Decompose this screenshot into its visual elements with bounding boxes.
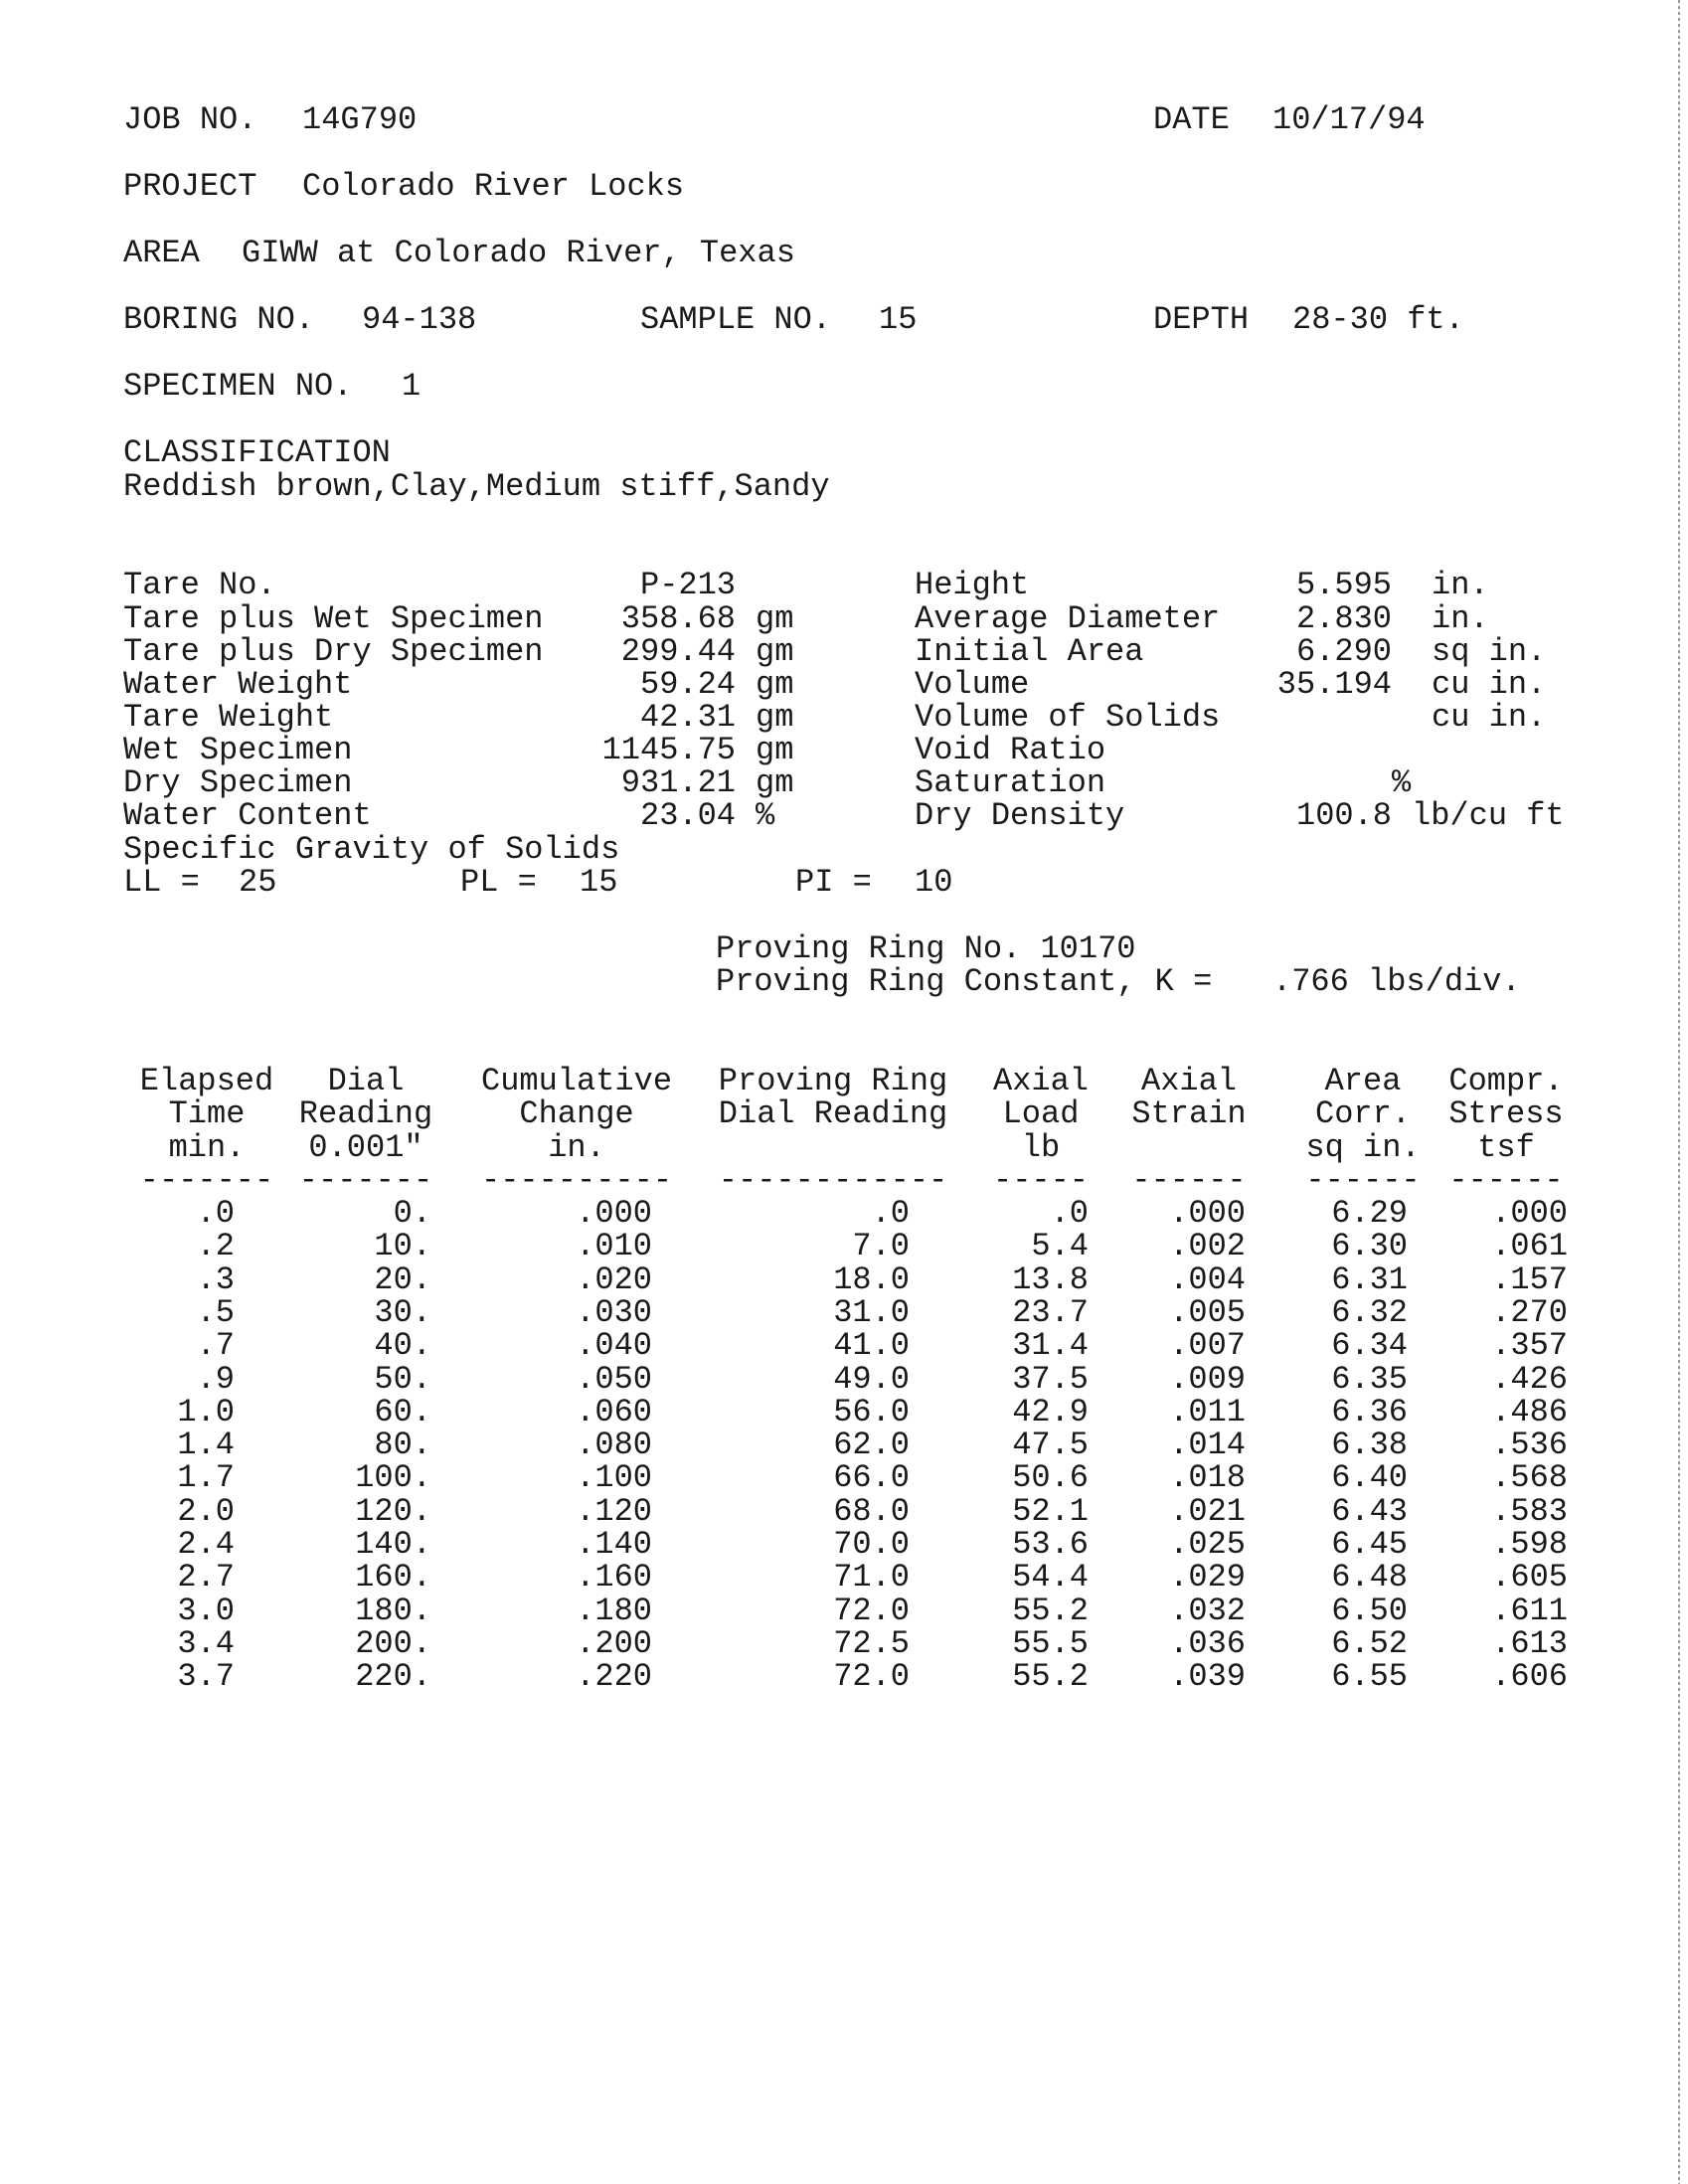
proving-ring-reading-cell: 62.0 xyxy=(833,1427,910,1464)
column-header-compressive-stress: Compr. xyxy=(1448,1063,1564,1099)
column-header-axial-strain: Strain xyxy=(1131,1095,1247,1133)
proving-ring-reading-cell: 18.0 xyxy=(833,1260,910,1298)
dial-reading-cell: 40. xyxy=(374,1327,431,1365)
property-label: Volume xyxy=(915,666,1030,703)
property-label: Dry Specimen xyxy=(123,764,353,801)
cumulative-change-cell: .100 xyxy=(576,1459,652,1497)
axial-strain-cell: .014 xyxy=(1169,1427,1246,1464)
elapsed-time-cell: .7 xyxy=(196,1327,235,1365)
elapsed-time-cell: 1.4 xyxy=(177,1427,235,1464)
column-separator: ----- xyxy=(992,1162,1089,1199)
dial-reading-cell: 100. xyxy=(355,1459,431,1497)
sample-number-value: 15 xyxy=(879,301,918,338)
property-label: Tare No. xyxy=(123,567,276,603)
compressive-stress-cell: .536 xyxy=(1491,1427,1568,1464)
property-value: P-213 xyxy=(639,567,736,603)
dial-reading-cell: 140. xyxy=(355,1526,431,1563)
date-value: 10/17/94 xyxy=(1272,101,1426,138)
cumulative-change-cell: .140 xyxy=(576,1526,652,1563)
column-header-dial-reading: Dial xyxy=(327,1063,405,1099)
axial-load-cell: 55.2 xyxy=(1012,1592,1089,1629)
proving-ring-reading-cell: 68.0 xyxy=(833,1492,910,1530)
scan-edge-border xyxy=(1678,0,1680,2184)
proving-ring-reading-cell: 71.0 xyxy=(833,1559,910,1596)
property-unit: % xyxy=(1392,764,1412,801)
area-corrected-cell: 6.32 xyxy=(1331,1293,1408,1331)
elapsed-time-cell: 1.0 xyxy=(177,1393,235,1430)
compressive-stress-cell: .426 xyxy=(1491,1360,1568,1398)
elapsed-time-cell: 2.4 xyxy=(177,1526,235,1563)
elapsed-time-cell: 3.4 xyxy=(177,1624,235,1662)
cumulative-change-cell: .200 xyxy=(576,1624,652,1662)
property-unit: gm xyxy=(756,699,794,736)
proving-ring-reading-cell: 72.0 xyxy=(833,1658,910,1696)
property-label: Average Diameter xyxy=(915,600,1221,637)
elapsed-time-cell: 1.7 xyxy=(177,1459,235,1497)
column-header-proving-ring-reading: Proving Ring xyxy=(718,1063,948,1099)
cumulative-change-cell: .080 xyxy=(576,1427,652,1464)
compressive-stress-cell: .605 xyxy=(1491,1559,1568,1596)
property-label: Dry Density xyxy=(915,797,1125,834)
area-corrected-cell: 6.50 xyxy=(1331,1592,1408,1629)
dial-reading-cell: 30. xyxy=(374,1293,431,1331)
property-value: 42.31 xyxy=(639,699,736,736)
property-value: 299.44 xyxy=(620,633,736,670)
area-corrected-cell: 6.55 xyxy=(1331,1658,1408,1696)
date-label: DATE xyxy=(1153,101,1230,138)
property-unit: gm xyxy=(756,600,794,637)
dial-reading-cell: 80. xyxy=(374,1427,431,1464)
compressive-stress-cell: .613 xyxy=(1491,1624,1568,1662)
dial-reading-cell: 20. xyxy=(374,1260,431,1298)
cumulative-change-cell: .010 xyxy=(576,1228,652,1265)
axial-load-cell: 23.7 xyxy=(1012,1293,1089,1331)
column-header-elapsed-time: min. xyxy=(168,1128,246,1166)
column-separator: ------- xyxy=(298,1162,433,1199)
axial-load-cell: 54.4 xyxy=(1012,1559,1089,1596)
column-header-elapsed-time: Time xyxy=(168,1095,246,1133)
compressive-stress-cell: .061 xyxy=(1491,1228,1568,1265)
area-corrected-cell: 6.45 xyxy=(1331,1526,1408,1563)
dial-reading-cell: 0. xyxy=(393,1195,431,1232)
compressive-stress-cell: .611 xyxy=(1491,1592,1568,1629)
liquid-limit-label: LL = xyxy=(123,864,200,901)
area-value: GIWW at Colorado River, Texas xyxy=(242,235,795,271)
area-corrected-cell: 6.35 xyxy=(1331,1360,1408,1398)
proving-ring-reading-cell: 72.0 xyxy=(833,1592,910,1629)
property-unit: in. xyxy=(1432,600,1489,637)
axial-load-cell: 50.6 xyxy=(1012,1459,1089,1497)
depth-label: DEPTH xyxy=(1153,301,1250,338)
property-unit: sq in. xyxy=(1432,633,1547,670)
property-unit: lb/cu ft xyxy=(1412,797,1565,834)
proving-ring-reading-cell: 7.0 xyxy=(852,1228,910,1265)
cumulative-change-cell: .000 xyxy=(576,1195,652,1232)
property-unit: gm xyxy=(756,732,794,768)
axial-strain-cell: .036 xyxy=(1169,1624,1246,1662)
axial-strain-cell: .004 xyxy=(1169,1260,1246,1298)
property-unit: gm xyxy=(756,633,794,670)
elapsed-time-cell: .3 xyxy=(196,1260,235,1298)
axial-load-cell: 13.8 xyxy=(1012,1260,1089,1298)
proving-ring-reading-cell: 31.0 xyxy=(833,1293,910,1331)
elapsed-time-cell: .2 xyxy=(196,1228,235,1265)
column-header-cumulative-change: in. xyxy=(548,1128,605,1166)
axial-strain-cell: .000 xyxy=(1169,1195,1246,1232)
property-label: Tare plus Wet Specimen xyxy=(123,600,544,637)
axial-strain-cell: .007 xyxy=(1169,1327,1246,1365)
cumulative-change-cell: .030 xyxy=(576,1293,652,1331)
axial-strain-cell: .009 xyxy=(1169,1360,1246,1398)
column-header-dial-reading: Reading xyxy=(298,1095,433,1133)
cumulative-change-cell: .180 xyxy=(576,1592,652,1629)
area-corrected-cell: 6.38 xyxy=(1331,1427,1408,1464)
property-unit: gm xyxy=(756,666,794,703)
property-value: 931.21 xyxy=(620,764,736,801)
property-value: 59.24 xyxy=(639,666,736,703)
classification-value: Reddish brown,Clay,Medium stiff,Sandy xyxy=(123,468,830,505)
dial-reading-cell: 60. xyxy=(374,1393,431,1430)
property-label: Wet Specimen xyxy=(123,732,353,768)
column-header-compressive-stress: Stress xyxy=(1448,1095,1564,1133)
property-label: Tare plus Dry Specimen xyxy=(123,633,544,670)
job-number-label: JOB NO. xyxy=(123,101,257,138)
axial-strain-cell: .005 xyxy=(1169,1293,1246,1331)
proving-ring-reading-cell: 70.0 xyxy=(833,1526,910,1563)
axial-strain-cell: .002 xyxy=(1169,1228,1246,1265)
compressive-stress-cell: .157 xyxy=(1491,1260,1568,1298)
axial-load-cell: 31.4 xyxy=(1012,1327,1089,1365)
proving-ring-number: Proving Ring No. 10170 xyxy=(716,930,1136,967)
column-header-compressive-stress: tsf xyxy=(1477,1128,1535,1166)
column-header-cumulative-change: Change xyxy=(519,1095,634,1133)
dial-reading-cell: 200. xyxy=(355,1624,431,1662)
axial-load-cell: 37.5 xyxy=(1012,1360,1089,1398)
elapsed-time-cell: .9 xyxy=(196,1360,235,1398)
property-value: 35.194 xyxy=(1276,666,1392,703)
boring-number-value: 94-138 xyxy=(362,301,477,338)
specific-gravity-label: Specific Gravity of Solids xyxy=(123,831,620,868)
dial-reading-cell: 10. xyxy=(374,1228,431,1265)
column-header-axial-load: Axial xyxy=(992,1063,1089,1099)
axial-strain-cell: .039 xyxy=(1169,1658,1246,1696)
property-value: 358.68 xyxy=(620,600,736,637)
dial-reading-cell: 50. xyxy=(374,1360,431,1398)
liquid-limit-value: 25 xyxy=(239,864,277,901)
compressive-stress-cell: .598 xyxy=(1491,1526,1568,1563)
plastic-limit-value: 15 xyxy=(580,864,618,901)
axial-load-cell: 42.9 xyxy=(1012,1393,1089,1430)
specimen-number-value: 1 xyxy=(402,368,422,405)
dial-reading-cell: 160. xyxy=(355,1559,431,1596)
proving-ring-reading-cell: .0 xyxy=(871,1195,910,1232)
compressive-stress-cell: .357 xyxy=(1491,1327,1568,1365)
dial-reading-cell: 120. xyxy=(355,1492,431,1530)
proving-ring-constant-value: .766 lbs/div. xyxy=(1272,963,1521,1000)
area-corrected-cell: 6.36 xyxy=(1331,1393,1408,1430)
proving-ring-reading-cell: 72.5 xyxy=(833,1624,910,1662)
property-unit: cu in. xyxy=(1432,699,1547,736)
column-separator: ------ xyxy=(1448,1162,1564,1199)
axial-strain-cell: .011 xyxy=(1169,1393,1246,1430)
column-header-elapsed-time: Elapsed xyxy=(139,1063,274,1099)
compressive-stress-cell: .583 xyxy=(1491,1492,1568,1530)
elapsed-time-cell: 2.7 xyxy=(177,1559,235,1596)
cumulative-change-cell: .060 xyxy=(576,1393,652,1430)
area-corrected-cell: 6.43 xyxy=(1331,1492,1408,1530)
plasticity-index-value: 10 xyxy=(915,864,953,901)
area-corrected-cell: 6.52 xyxy=(1331,1624,1408,1662)
area-corrected-cell: 6.48 xyxy=(1331,1559,1408,1596)
project-label: PROJECT xyxy=(123,168,257,205)
area-corrected-cell: 6.31 xyxy=(1331,1260,1408,1298)
elapsed-time-cell: 2.0 xyxy=(177,1492,235,1530)
axial-load-cell: 52.1 xyxy=(1012,1492,1089,1530)
property-value: 5.595 xyxy=(1295,567,1392,603)
project-value: Colorado River Locks xyxy=(302,168,685,205)
proving-ring-reading-cell: 56.0 xyxy=(833,1393,910,1430)
axial-strain-cell: .029 xyxy=(1169,1559,1246,1596)
column-separator: ------ xyxy=(1305,1162,1421,1199)
area-corrected-cell: 6.30 xyxy=(1331,1228,1408,1265)
axial-strain-cell: .032 xyxy=(1169,1592,1246,1629)
axial-load-cell: 5.4 xyxy=(1031,1228,1089,1265)
column-separator: ---------- xyxy=(480,1162,673,1199)
dial-reading-cell: 180. xyxy=(355,1592,431,1629)
classification-label: CLASSIFICATION xyxy=(123,434,391,471)
sample-number-label: SAMPLE NO. xyxy=(640,301,832,338)
property-unit: cu in. xyxy=(1432,666,1547,703)
job-number-value: 14G790 xyxy=(302,101,418,138)
elapsed-time-cell: .0 xyxy=(196,1195,235,1232)
cumulative-change-cell: .160 xyxy=(576,1559,652,1596)
column-separator: ------ xyxy=(1131,1162,1247,1199)
axial-load-cell: .0 xyxy=(1050,1195,1089,1232)
column-separator: ------------ xyxy=(718,1162,948,1199)
proving-ring-reading-cell: 49.0 xyxy=(833,1360,910,1398)
compressive-stress-cell: .486 xyxy=(1491,1393,1568,1430)
property-value: 1145.75 xyxy=(601,732,736,768)
property-label: Initial Area xyxy=(915,633,1144,670)
plastic-limit-label: PL = xyxy=(460,864,537,901)
proving-ring-reading-cell: 41.0 xyxy=(833,1327,910,1365)
area-corrected-cell: 6.34 xyxy=(1331,1327,1408,1365)
compressive-stress-cell: .606 xyxy=(1491,1658,1568,1696)
specimen-number-label: SPECIMEN NO. xyxy=(123,368,353,405)
property-label: Saturation xyxy=(915,764,1106,801)
property-unit: gm xyxy=(756,764,794,801)
area-corrected-cell: 6.40 xyxy=(1331,1459,1408,1497)
property-label: Water Content xyxy=(123,797,372,834)
axial-load-cell: 53.6 xyxy=(1012,1526,1089,1563)
property-value: 23.04 xyxy=(639,797,736,834)
axial-strain-cell: .025 xyxy=(1169,1526,1246,1563)
column-separator: ------- xyxy=(139,1162,274,1199)
column-header-axial-strain: Axial xyxy=(1140,1063,1237,1099)
axial-load-cell: 47.5 xyxy=(1012,1427,1089,1464)
compressive-stress-cell: .000 xyxy=(1491,1195,1568,1232)
column-header-cumulative-change: Cumulative xyxy=(480,1063,673,1099)
property-value: 2.830 xyxy=(1295,600,1392,637)
axial-load-cell: 55.2 xyxy=(1012,1658,1089,1696)
cumulative-change-cell: .120 xyxy=(576,1492,652,1530)
axial-strain-cell: .021 xyxy=(1169,1492,1246,1530)
property-label: Void Ratio xyxy=(915,732,1106,768)
column-header-area-corrected: sq in. xyxy=(1305,1128,1421,1166)
axial-strain-cell: .018 xyxy=(1169,1459,1246,1497)
proving-ring-constant-label: Proving Ring Constant, K = xyxy=(716,963,1213,1000)
elapsed-time-cell: 3.7 xyxy=(177,1658,235,1696)
column-header-proving-ring-reading: Dial Reading xyxy=(718,1095,948,1133)
property-label: Tare Weight xyxy=(123,699,334,736)
cumulative-change-cell: .050 xyxy=(576,1360,652,1398)
compressive-stress-cell: .568 xyxy=(1491,1459,1568,1497)
column-header-area-corrected: Corr. xyxy=(1314,1095,1411,1133)
depth-value: 28-30 ft. xyxy=(1292,301,1464,338)
column-header-area-corrected: Area xyxy=(1324,1063,1402,1099)
dial-reading-cell: 220. xyxy=(355,1658,431,1696)
proving-ring-reading-cell: 66.0 xyxy=(833,1459,910,1497)
column-header-axial-load: Load xyxy=(1002,1095,1080,1133)
property-label: Height xyxy=(915,567,1030,603)
property-unit: % xyxy=(756,797,775,834)
column-header-dial-reading: 0.001" xyxy=(308,1128,423,1166)
elapsed-time-cell: 3.0 xyxy=(177,1592,235,1629)
compressive-stress-cell: .270 xyxy=(1491,1293,1568,1331)
property-label: Volume of Solids xyxy=(915,699,1221,736)
area-corrected-cell: 6.29 xyxy=(1331,1195,1408,1232)
area-label: AREA xyxy=(123,235,200,271)
boring-number-label: BORING NO. xyxy=(123,301,315,338)
property-value: 6.290 xyxy=(1295,633,1392,670)
cumulative-change-cell: .040 xyxy=(576,1327,652,1365)
property-value: 100.8 xyxy=(1295,797,1392,834)
axial-load-cell: 55.5 xyxy=(1012,1624,1089,1662)
elapsed-time-cell: .5 xyxy=(196,1293,235,1331)
property-unit: in. xyxy=(1432,567,1489,603)
cumulative-change-cell: .220 xyxy=(576,1658,652,1696)
property-label: Water Weight xyxy=(123,666,353,703)
cumulative-change-cell: .020 xyxy=(576,1260,652,1298)
column-header-axial-load: lb xyxy=(1021,1128,1061,1166)
plasticity-index-label: PI = xyxy=(795,864,872,901)
